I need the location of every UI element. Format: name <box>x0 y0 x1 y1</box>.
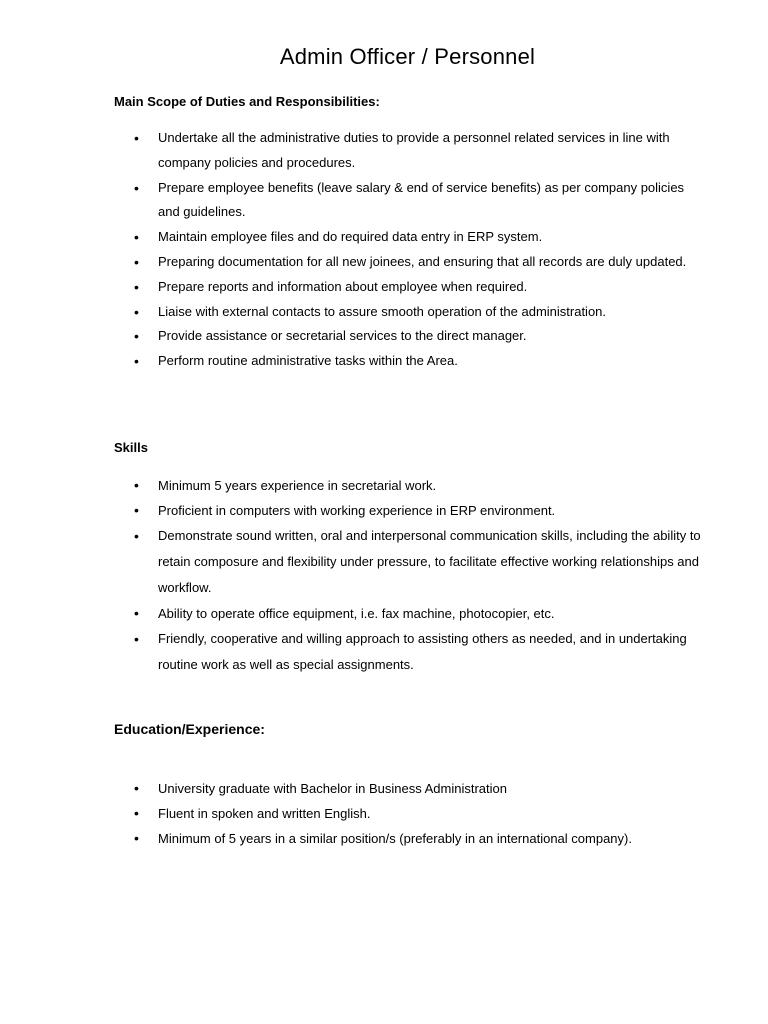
list-item: • Perform routine administrative tasks within the Area. <box>0 349 768 374</box>
list-item: • Friendly, cooperative and willing approach to assisting others as needed, and in undertaking routine work as well as special assignments. <box>0 626 768 678</box>
list-item: • Prepare employee benefits (leave salary & end of service benefits) as per company policies and guidelines. <box>0 176 768 226</box>
list-item: • Preparing documentation for all new joinees, and ensuring that all records are duly updated. <box>0 250 768 275</box>
list-item: • Liaise with external contacts to assure smooth operation of the administration. <box>0 300 768 325</box>
skills-heading: Skills <box>114 440 148 455</box>
duties-list <box>0 126 768 374</box>
list-item: • Minimum of 5 years in a similar position/s (preferably in an international company). <box>0 826 768 851</box>
list-item: • Proficient in computers with working experience in ERP environment. <box>0 498 768 523</box>
list-item: • Demonstrate sound written, oral and interpersonal communication skills, including the ability to retain composure and flexibility under pressure, to facilitate effective working relationships and workflow. <box>0 523 768 601</box>
list-item: • Undertake all the administrative duties to provide a personnel related services in line with company policies and procedures. <box>0 126 768 176</box>
duties-heading: Main Scope of Duties and Responsibilities: <box>114 94 380 109</box>
list-item: • Prepare reports and information about employee when required. <box>0 275 768 300</box>
list-item: • University graduate with Bachelor in Business Administration <box>0 776 768 801</box>
skills-list <box>0 473 768 678</box>
document-title: Admin Officer / Personnel <box>279 44 536 69</box>
list-item: • Provide assistance or secretarial services to the direct manager. <box>0 324 768 349</box>
list-item: • Maintain employee files and do required data entry in ERP system. <box>0 225 768 250</box>
education-heading: Education/Experience: <box>114 721 265 737</box>
education-list <box>0 776 768 851</box>
list-item: • Ability to operate office equipment, i.e. fax machine, photocopier, etc. <box>0 601 768 626</box>
list-item: • Fluent in spoken and written English. <box>0 801 768 826</box>
list-item: • Minimum 5 years experience in secretarial work. <box>0 473 768 498</box>
